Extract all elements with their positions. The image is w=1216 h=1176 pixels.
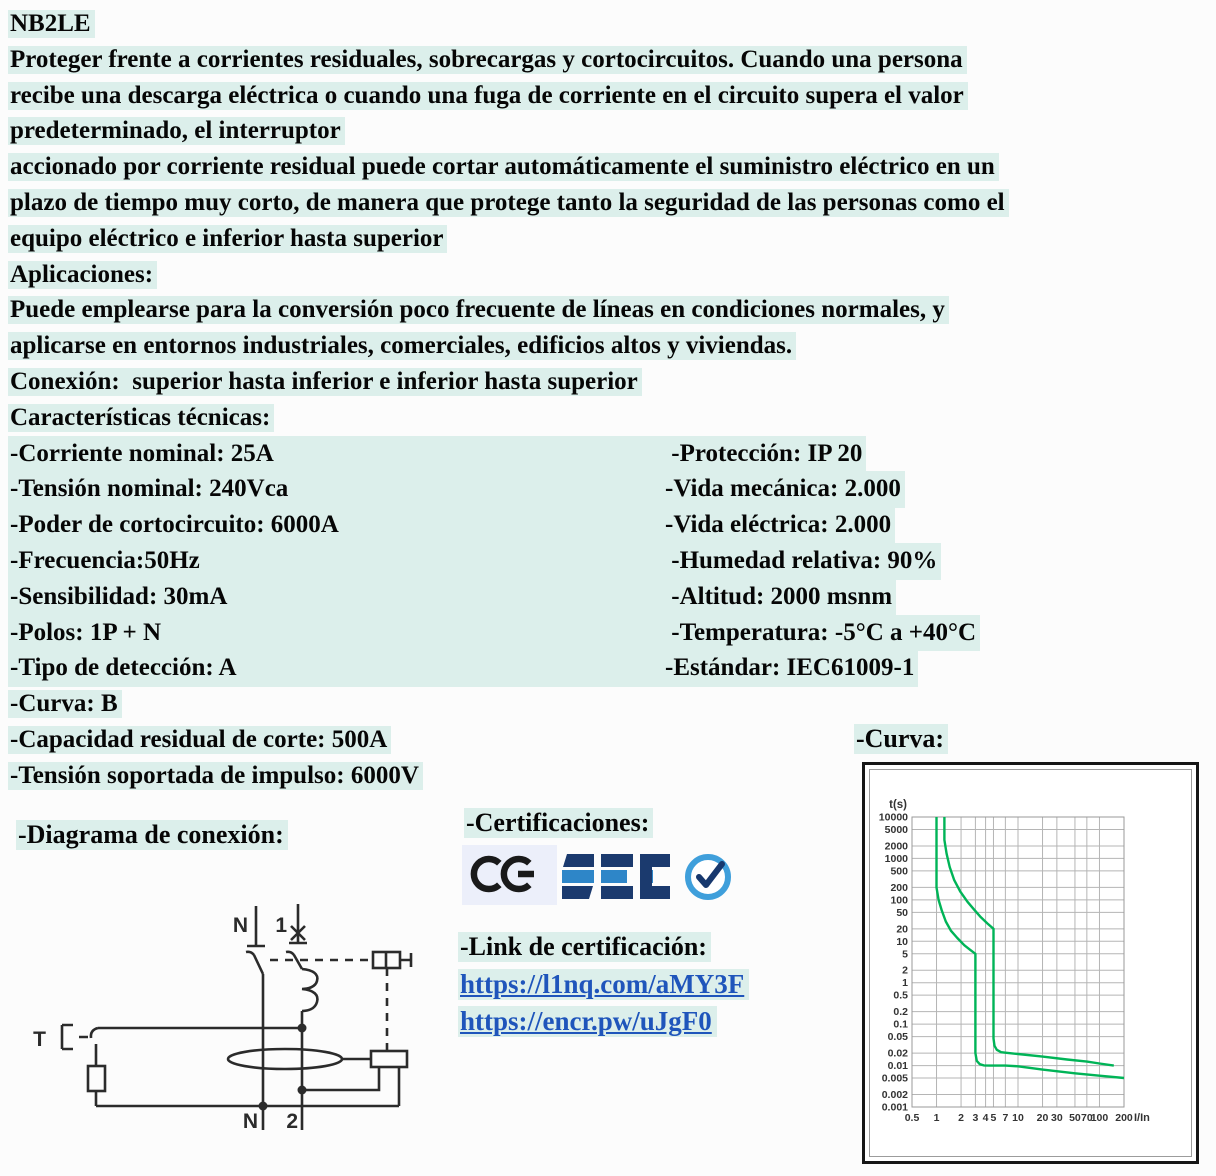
svg-text:0.02: 0.02: [887, 1047, 908, 1060]
curva-heading: -Curva:: [854, 722, 948, 756]
svg-text:2: 2: [902, 964, 908, 977]
diagram-label-t: T: [33, 1028, 46, 1051]
svg-text:0.1: 0.1: [893, 1018, 908, 1031]
svg-text:2000: 2000: [884, 840, 908, 853]
spec-right: -Vida eléctrica: 2.000: [665, 511, 892, 539]
spec-left: -Sensibilidad: 30mA: [10, 582, 228, 610]
caracteristicas-heading: Características técnicas:: [8, 404, 274, 432]
trip-curve-svg: [870, 770, 1191, 1156]
svg-text:200: 200: [1115, 1112, 1133, 1124]
intro-line: accionado por corriente residual puede cortar automáticamente el suministro eléctrico en un: [8, 153, 999, 181]
svg-text:4: 4: [982, 1112, 989, 1124]
svg-text:5: 5: [902, 948, 908, 961]
spec-right: -Altitud: 2000 msnm: [665, 582, 893, 610]
spec-row: [8, 543, 1009, 579]
conexion-line: Conexión: superior hasta inferior e inferior hasta superior: [8, 368, 642, 396]
spec-row: [8, 579, 1009, 615]
svg-text:1000: 1000: [884, 852, 908, 865]
svg-text:7: 7: [1002, 1112, 1009, 1124]
ce-mark-logo: [462, 845, 557, 905]
spec-row: [8, 650, 1009, 686]
link-certificacion-heading: -Link de certificación:: [458, 930, 711, 964]
spec-right: -Humedad relativa: 90%: [665, 546, 938, 574]
intro-line: Proteger frente a corrientes residuales, sobrecargas y cortocircuitos. Cuando una persona: [8, 46, 967, 74]
main-text-block: [8, 6, 1009, 794]
svg-text:0.001: 0.001: [881, 1101, 908, 1114]
diagram-label-n-top: N: [232, 914, 248, 937]
svg-text:0.2: 0.2: [893, 1006, 908, 1019]
svg-text:0.5: 0.5: [904, 1112, 920, 1124]
svg-text:20: 20: [896, 923, 908, 936]
spec-left: -Corriente nominal: 25A: [10, 439, 274, 467]
svg-text:1: 1: [933, 1112, 940, 1124]
spec-left: -Frecuencia:50Hz: [10, 546, 200, 574]
spec-row: [8, 436, 1009, 472]
extra-spec: -Capacidad residual de corte: 500A: [8, 726, 391, 754]
spec-left: -Tensión nominal: 240Vca: [10, 475, 289, 503]
intro-line: recibe una descarga eléctrica o cuando una fuga de corriente en el circuito supera el valor: [8, 82, 968, 110]
svg-text:t(s): t(s): [889, 799, 907, 811]
aplicaciones-line: aplicarse en entornos industriales, comerciales, edificios altos y viviendas.: [8, 332, 796, 360]
svg-text:100: 100: [890, 894, 908, 907]
intro-line: plazo de tiempo muy corto, de manera que protege tanto la seguridad de las personas como el: [8, 189, 1009, 217]
svg-text:5000: 5000: [884, 823, 908, 836]
spec-right: -Vida mecánica: 2.000: [665, 475, 901, 503]
svg-text:50: 50: [1069, 1112, 1081, 1124]
diagram-label-n-bottom: N: [242, 1110, 258, 1133]
certificaciones-heading: -Certificaciones:: [464, 806, 653, 840]
spec-right: -Protección: IP 20: [665, 439, 863, 467]
svg-text:50: 50: [896, 906, 908, 919]
diagram-label-1: 1: [275, 914, 287, 937]
svg-text:20: 20: [1036, 1112, 1049, 1124]
spec-right: -Temperatura: -5°C a +40°C: [665, 618, 977, 646]
diagram-label-2: 2: [286, 1110, 298, 1133]
svg-text:0.01: 0.01: [887, 1060, 908, 1073]
diagrama-heading: -Diagrama de conexión:: [16, 818, 288, 852]
svg-text:I/In: I/In: [1134, 1112, 1150, 1124]
certification-link-2[interactable]: https://encr.pw/uJgF0: [458, 1006, 717, 1037]
svg-text:2: 2: [958, 1112, 964, 1124]
product-title: NB2LE: [8, 10, 95, 38]
check-badge-icon: [688, 857, 728, 897]
svg-text:100: 100: [1090, 1112, 1109, 1124]
svg-text:0.5: 0.5: [893, 989, 908, 1002]
svg-text:3: 3: [972, 1112, 979, 1124]
svg-text:500: 500: [890, 865, 908, 878]
spec-row: [8, 615, 1009, 651]
svg-text:10000: 10000: [878, 811, 908, 824]
svg-text:70: 70: [1081, 1112, 1093, 1124]
extra-spec: -Tensión soportada de impulso: 6000V: [8, 762, 423, 790]
intro-line: predeterminado, el interruptor: [8, 117, 345, 145]
spec-left: -Poder de cortocircuito: 6000A: [10, 511, 339, 539]
spec-right: -Estándar: IEC61009-1: [665, 654, 915, 682]
svg-text:1: 1: [902, 977, 908, 990]
certification-links: [458, 966, 749, 1040]
svg-text:200: 200: [890, 881, 908, 894]
spec-row: [8, 471, 1009, 507]
connection-diagram-svg: [0, 876, 440, 1176]
certification-link-1[interactable]: https://l1nq.com/aMY3F: [458, 969, 749, 1000]
svg-text:0.05: 0.05: [887, 1031, 908, 1044]
svg-text:5: 5: [990, 1112, 997, 1124]
aplicaciones-line: Puede emplearse para la conversión poco frecuente de líneas en condiciones normales, y: [8, 296, 949, 324]
svg-text:10: 10: [896, 935, 908, 948]
svg-text:0.002: 0.002: [881, 1089, 908, 1102]
extra-spec: -Curva: B: [8, 690, 122, 718]
svg-text:30: 30: [1051, 1112, 1063, 1124]
sec-logo: [562, 853, 742, 903]
aplicaciones-heading: Aplicaciones:: [8, 261, 157, 289]
spec-row: [8, 507, 1009, 543]
svg-text:10: 10: [1012, 1112, 1024, 1124]
spec-left: -Polos: 1P + N: [10, 618, 162, 646]
svg-text:0.005: 0.005: [881, 1072, 908, 1085]
intro-line: equipo eléctrico e inferior hasta superior: [8, 225, 447, 253]
curva-inferior: [937, 817, 1125, 1078]
spec-left: -Tipo de detección: A: [10, 654, 237, 682]
trip-curve-chart: [862, 762, 1199, 1164]
